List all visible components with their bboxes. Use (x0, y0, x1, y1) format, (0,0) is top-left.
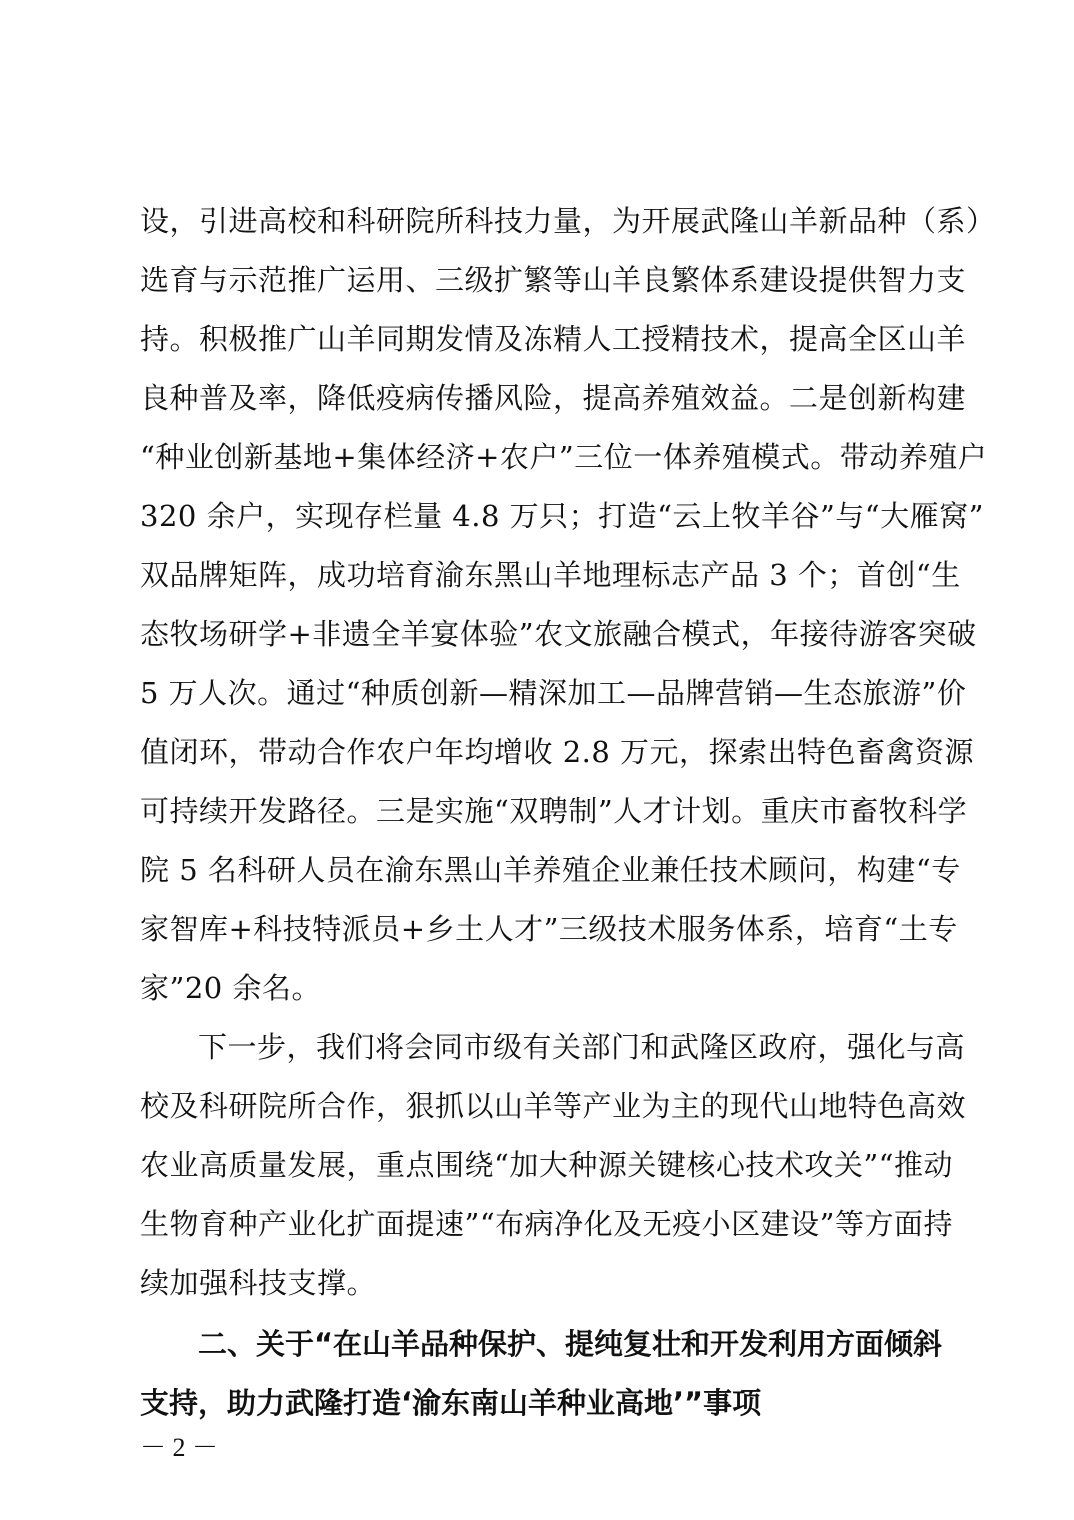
text-line: “种业创新基地+集体经济+农户”三位一体养殖模式。带动养殖户 (140, 440, 988, 474)
text-line: 续加强科技支撑。 (140, 1266, 377, 1300)
text-line: 可持续开发路径。三是实施“双聘制”人才计划。重庆市畜牧科学 (140, 794, 968, 828)
text-line: 校及科研院所合作，狠抓以山羊等产业为主的现代山地特色高效 (140, 1089, 967, 1123)
page-number: － 2 － (140, 1433, 219, 1462)
text-line: 院 5 名科研人员在渝东黑山羊养殖企业兼任技术顾问，构建“专 (140, 853, 961, 887)
heading-line: 支持，助力武隆打造‘渝东南山羊种业高地’”事项 (140, 1386, 762, 1420)
text-line: 320 余户，实现存栏量 4.8 万只；打造“云上牧羊谷”与“大雁窝” (140, 499, 984, 533)
heading-line: 二、关于“在山羊品种保护、提纯复壮和开发利用方面倾斜 (198, 1327, 943, 1361)
text-line: 双品牌矩阵，成功培育渝东黑山羊地理标志产品 3 个；首创“生 (140, 558, 961, 592)
text-line: 家”20 余名。 (140, 971, 321, 1005)
text-line: 选育与示范推广运用、三级扩繁等山羊良繁体系建设提供智力支 (140, 263, 967, 297)
text-line: 5 万人次。通过“种质创新—精深加工—品牌营销—生态旅游”价 (140, 676, 967, 710)
text-line: 态牧场研学+非遗全羊宴体验”农文旅融合模式，年接待游客突破 (140, 617, 977, 651)
text-line: 值闭环，带动合作农户年均增收 2.8 万元，探索出特色畜禽资源 (140, 735, 975, 769)
text-line: 生物育种产业化扩面提速”“布病净化及无疫小区建设”等方面持 (140, 1207, 953, 1241)
text-line: 农业高质量发展，重点围绕“加大种源关键核心技术攻关”“推动 (140, 1148, 953, 1182)
text-line: 持。积极推广山羊同期发情及冻精人工授精技术，提高全区山羊 (140, 322, 967, 356)
text-line: 家智库+科技特派员+乡土人才”三级技术服务体系，培育“土专 (140, 912, 958, 946)
text-line: 良种普及率，降低疫病传播风险，提高养殖效益。二是创新构建 (140, 381, 967, 415)
text-line: 设，引进高校和科研院所科技力量，为开展武隆山羊新品种（系） (140, 204, 996, 238)
text-line: 下一步，我们将会同市级有关部门和武隆区政府，强化与高 (198, 1030, 966, 1064)
